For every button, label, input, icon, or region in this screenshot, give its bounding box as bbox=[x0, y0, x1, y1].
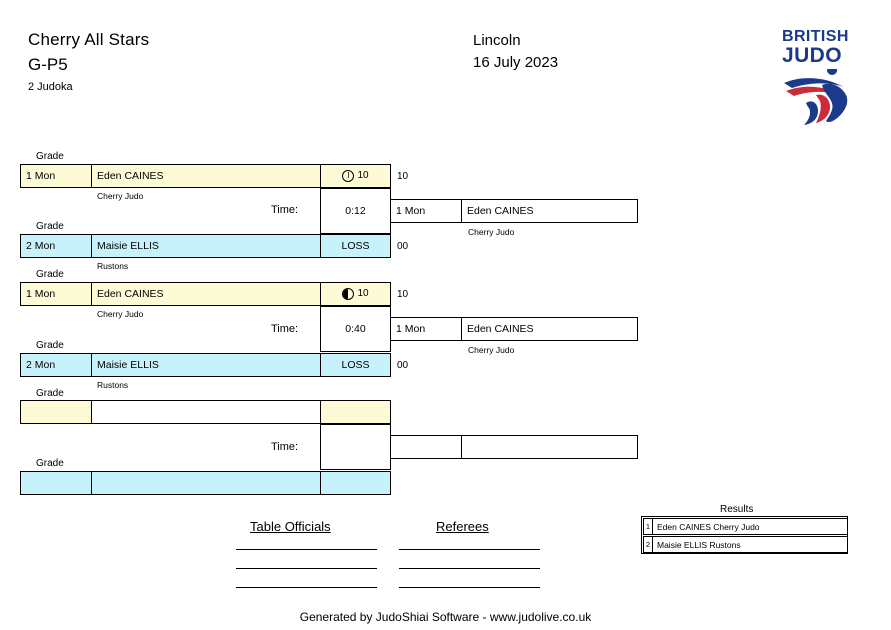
results-entry: Maisie ELLIS Rustons bbox=[653, 536, 848, 553]
referees-line-3[interactable] bbox=[399, 587, 540, 588]
match-1-bottom-grade: 2 Mon bbox=[20, 234, 92, 258]
match-2-top-score bbox=[320, 282, 391, 306]
grade-label: Grade bbox=[36, 269, 64, 280]
match-3-winner-grade bbox=[390, 435, 462, 459]
match-2-bottom-club: Rustons bbox=[97, 380, 129, 390]
british-judo-logo bbox=[782, 28, 868, 128]
table-officials-title: Table Officials bbox=[250, 519, 331, 534]
match-1-top-grade: 1 Mon bbox=[20, 164, 92, 188]
referees-title: Referees bbox=[436, 519, 489, 534]
grade-label: Grade bbox=[36, 458, 64, 469]
footer-text: Generated by JudoShiai Software - www.judolive.co.uk bbox=[299, 610, 592, 624]
match-1-time-value: 0:12 bbox=[320, 188, 391, 234]
match-3-top-score bbox=[320, 400, 391, 424]
match-3-top-name bbox=[91, 400, 321, 424]
match-2-top-grade: 1 Mon bbox=[20, 282, 92, 306]
match-3-time-label: Time: bbox=[271, 441, 299, 453]
match-1-top-score-value: 10 bbox=[357, 170, 369, 181]
referees-line-2[interactable] bbox=[399, 568, 540, 569]
pool-name: G-P5 bbox=[28, 55, 68, 74]
grade-label: Grade bbox=[36, 151, 64, 162]
results-entry: Eden CAINES Cherry Judo bbox=[653, 518, 848, 535]
match-2-winner-grade: 1 Mon bbox=[390, 317, 462, 341]
table-officials-line-3[interactable] bbox=[236, 587, 377, 588]
match-2-winner-name: Eden CAINES bbox=[461, 317, 638, 341]
match-2-bottom-name: Maisie ELLIS bbox=[91, 353, 321, 377]
results-title: Results bbox=[720, 504, 754, 515]
results-row bbox=[642, 535, 849, 554]
ippon-icon: I bbox=[342, 170, 354, 182]
match-1-bottom-points: 00 bbox=[397, 241, 409, 252]
match-1-winner-grade: 1 Mon bbox=[390, 199, 462, 223]
table-officials-line-2[interactable] bbox=[236, 568, 377, 569]
match-3-bottom-name bbox=[91, 471, 321, 495]
match-1-top-score bbox=[320, 164, 391, 188]
wazari-icon bbox=[342, 288, 354, 300]
grade-label: Grade bbox=[36, 340, 64, 351]
table-officials-line-1[interactable] bbox=[236, 549, 377, 550]
match-2-time-label: Time: bbox=[271, 323, 299, 335]
match-2-bottom-points: 00 bbox=[397, 360, 409, 371]
event-date: 16 July 2023 bbox=[473, 54, 559, 71]
match-2-time-value: 0:40 bbox=[320, 306, 391, 352]
results-box bbox=[641, 516, 848, 554]
club-name: Cherry All Stars bbox=[28, 30, 150, 49]
judo-figure-icon bbox=[782, 69, 868, 127]
match-1-bottom-name: Maisie ELLIS bbox=[91, 234, 321, 258]
match-2-bottom-result: LOSS bbox=[320, 353, 391, 377]
match-1-bottom-result: LOSS bbox=[320, 234, 391, 258]
match-3-top-grade bbox=[20, 400, 92, 424]
referees-line-1[interactable] bbox=[399, 549, 540, 550]
logo-text-judo: JUDO bbox=[782, 44, 842, 67]
match-3-bottom-grade bbox=[20, 471, 92, 495]
match-2-top-club: Cherry Judo bbox=[97, 309, 144, 319]
match-3-bottom-result bbox=[320, 471, 391, 495]
match-2-top-name: Eden CAINES bbox=[91, 282, 321, 306]
judoka-count: 2 Judoka bbox=[28, 81, 73, 93]
match-2-top-score-value: 10 bbox=[357, 288, 369, 299]
match-1-top-club: Cherry Judo bbox=[97, 191, 144, 201]
match-1-winner-club: Cherry Judo bbox=[468, 227, 515, 237]
event-venue: Lincoln bbox=[473, 32, 521, 49]
results-rank: 2 bbox=[643, 536, 653, 553]
match-1-bottom-club: Rustons bbox=[97, 261, 129, 271]
match-1-top-points: 10 bbox=[397, 171, 409, 182]
match-2-winner-club: Cherry Judo bbox=[468, 345, 515, 355]
match-2-top-points: 10 bbox=[397, 289, 409, 300]
grade-label: Grade bbox=[36, 388, 64, 399]
logo-text-british: BRITISH bbox=[782, 28, 849, 45]
match-3-time-value bbox=[320, 424, 391, 470]
match-1-top-name: Eden CAINES bbox=[91, 164, 321, 188]
match-3-winner-name bbox=[461, 435, 638, 459]
match-1-time-label: Time: bbox=[271, 204, 299, 216]
match-1-winner-name: Eden CAINES bbox=[461, 199, 638, 223]
results-rank: 1 bbox=[643, 518, 653, 535]
results-row bbox=[642, 517, 849, 536]
match-2-bottom-grade: 2 Mon bbox=[20, 353, 92, 377]
grade-label: Grade bbox=[36, 221, 64, 232]
